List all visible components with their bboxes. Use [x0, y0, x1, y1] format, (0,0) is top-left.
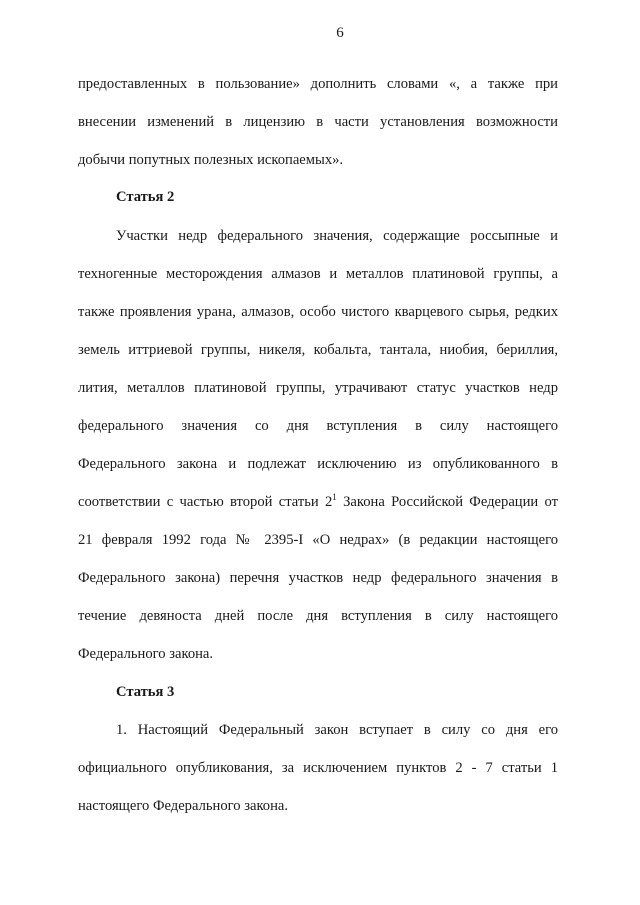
text-line: официального опубликования, за исключением пунктов 2 - 7 статьи 1	[78, 760, 558, 776]
article-2-heading: Статья 2	[116, 189, 175, 205]
text-segment: Закона Российской Федерации от	[336, 494, 558, 510]
text-line: течение девяноста дней после дня вступления в силу настоящего	[78, 608, 558, 624]
text-line: 21 февраля 1992 года № 2395-I «О недрах» (в редакции настоящего	[78, 532, 558, 548]
page-number: 6	[336, 25, 344, 41]
text-line: Федерального закона) перечня участков недр федерального значения в	[78, 570, 558, 586]
text-segment: соответствии с частью второй статьи 2	[78, 494, 333, 510]
text-line: земель иттриевой группы, никеля, кобальта, тантала, ниобия, бериллия,	[78, 342, 558, 358]
text-line: Федерального закона и подлежат исключению из опубликованного в	[78, 456, 558, 472]
text-line: лития, металлов платиновой группы, утрачивают статус участков недр	[78, 380, 558, 396]
text-line: добычи попутных полезных ископаемых».	[78, 152, 344, 168]
text-line: Федерального закона.	[78, 646, 214, 662]
text-line: техногенные месторождения алмазов и металлов платиновой группы, а	[78, 266, 558, 282]
text-line: федерального значения со дня вступления в силу настоящего	[78, 418, 558, 434]
text-line: также проявления урана, алмазов, особо чистого кварцевого сырья, редких	[78, 304, 558, 320]
text-line: настоящего Федерального закона.	[78, 798, 289, 814]
text-line: 1. Настоящий Федеральный закон вступает в силу со дня его	[116, 722, 558, 738]
article-3-heading: Статья 3	[116, 684, 175, 700]
text-line: внесении изменений в лицензию в части установления возможности	[78, 114, 558, 130]
superscript: 1	[332, 492, 337, 502]
text-line	[78, 493, 558, 511]
text-line: Участки недр федерального значения, содержащие россыпные и	[116, 228, 558, 244]
text-line: предоставленных в пользование» дополнить словами «, а также при	[78, 76, 558, 92]
